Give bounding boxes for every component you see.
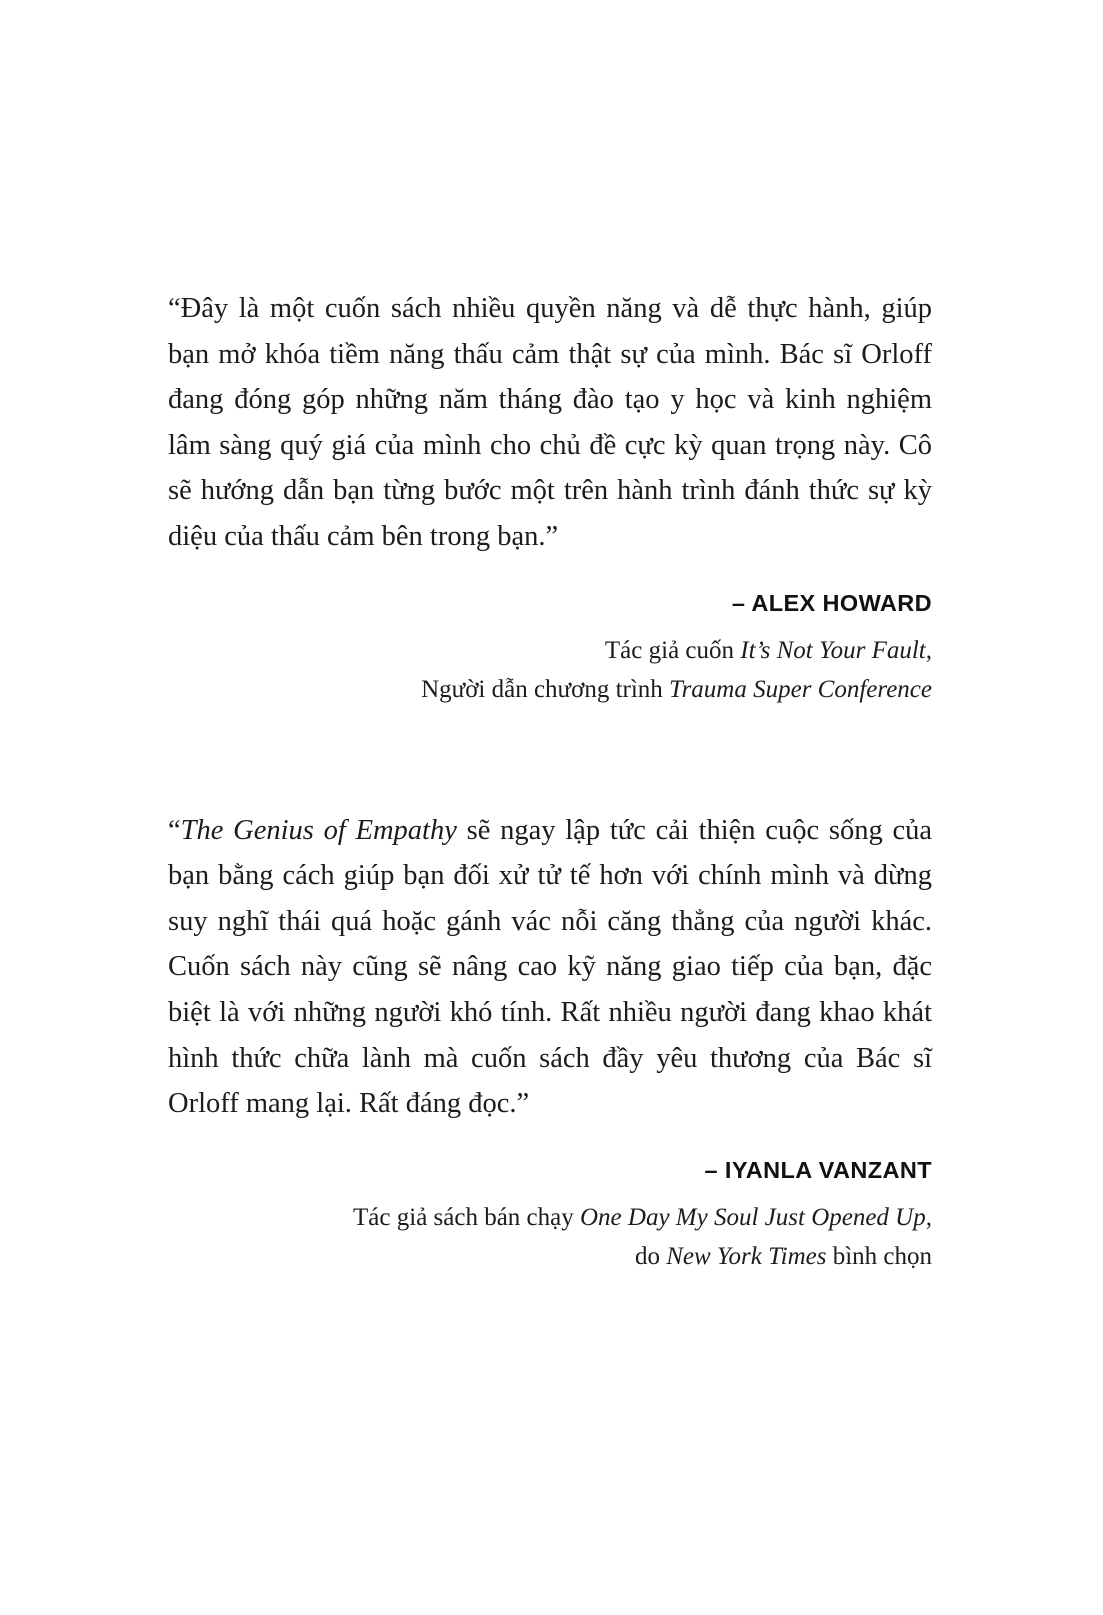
credit-suffix: bình chọn xyxy=(826,1243,932,1271)
credit-title: It’s Not Your Fault, xyxy=(740,636,932,664)
quote-2-open: “ xyxy=(168,814,181,846)
endorsement-quote-1 xyxy=(168,286,932,710)
endorsement-quote-2 xyxy=(168,808,932,1277)
quote-1-body: “Đây là một cuốn sách nhiều quyền năng và dễ thực hành, giúp bạn mở khóa tiềm năng thấu cảm thật sự của mình. Bác sĩ Orloff đang đóng góp những năm tháng đào tạo y học và kinh nghiệm lâm sàng quý giá của mình cho chủ đề cực kỳ quan trọng này. Cô sẽ hướng dẫn bạn từng bước một trên hành trình đánh thức sự kỳ diệu của thấu cảm bên trong bạn.” xyxy=(168,293,932,552)
quote-2-attribution xyxy=(168,1157,932,1277)
quote-2-book-title: The Genius of Empathy xyxy=(180,814,457,846)
credit-prefix: Tác giả sách bán chạy xyxy=(353,1203,580,1231)
credit-title: New York Times xyxy=(666,1243,827,1271)
quote-1-credit-line-2 xyxy=(168,670,932,710)
quote-2-text xyxy=(168,808,932,1127)
credit-prefix: Người dẫn chương trình xyxy=(421,676,670,704)
credit-prefix: Tác giả cuốn xyxy=(604,636,741,664)
quote-2-credit-line-1 xyxy=(168,1198,932,1238)
quote-1-author-name: – ALEX HOWARD xyxy=(731,589,932,616)
quote-2-author-name: – IYANLA VANZANT xyxy=(704,1156,932,1183)
quote-1-attribution xyxy=(168,590,932,710)
quote-2-body: sẽ ngay lập tức cải thiện cuộc sống của bạn bằng cách giúp bạn đối xử tử tế hơn với chính mình và dừng suy nghĩ thái quá hoặc gánh vác nỗi căng thẳng của người khác. Cuốn sách này cũng sẽ nâng cao kỹ năng giao tiếp của bạn, đặc biệt là với những người khó tính. Rất nhiều người đang khao khát hình thức chữa lành mà cuốn sách đầy yêu thương của Bác sĩ Orloff mang lại. Rất đáng đọc.” xyxy=(168,814,932,1120)
page-content xyxy=(168,286,932,1375)
quote-2-credit-line-2 xyxy=(168,1237,932,1277)
credit-title: One Day My Soul Just Opened Up, xyxy=(580,1203,932,1231)
credit-prefix: do xyxy=(634,1243,667,1271)
quote-1-credit-line-1 xyxy=(168,631,932,671)
quote-1-text xyxy=(168,286,932,560)
credit-title: Trauma Super Conference xyxy=(669,676,932,704)
